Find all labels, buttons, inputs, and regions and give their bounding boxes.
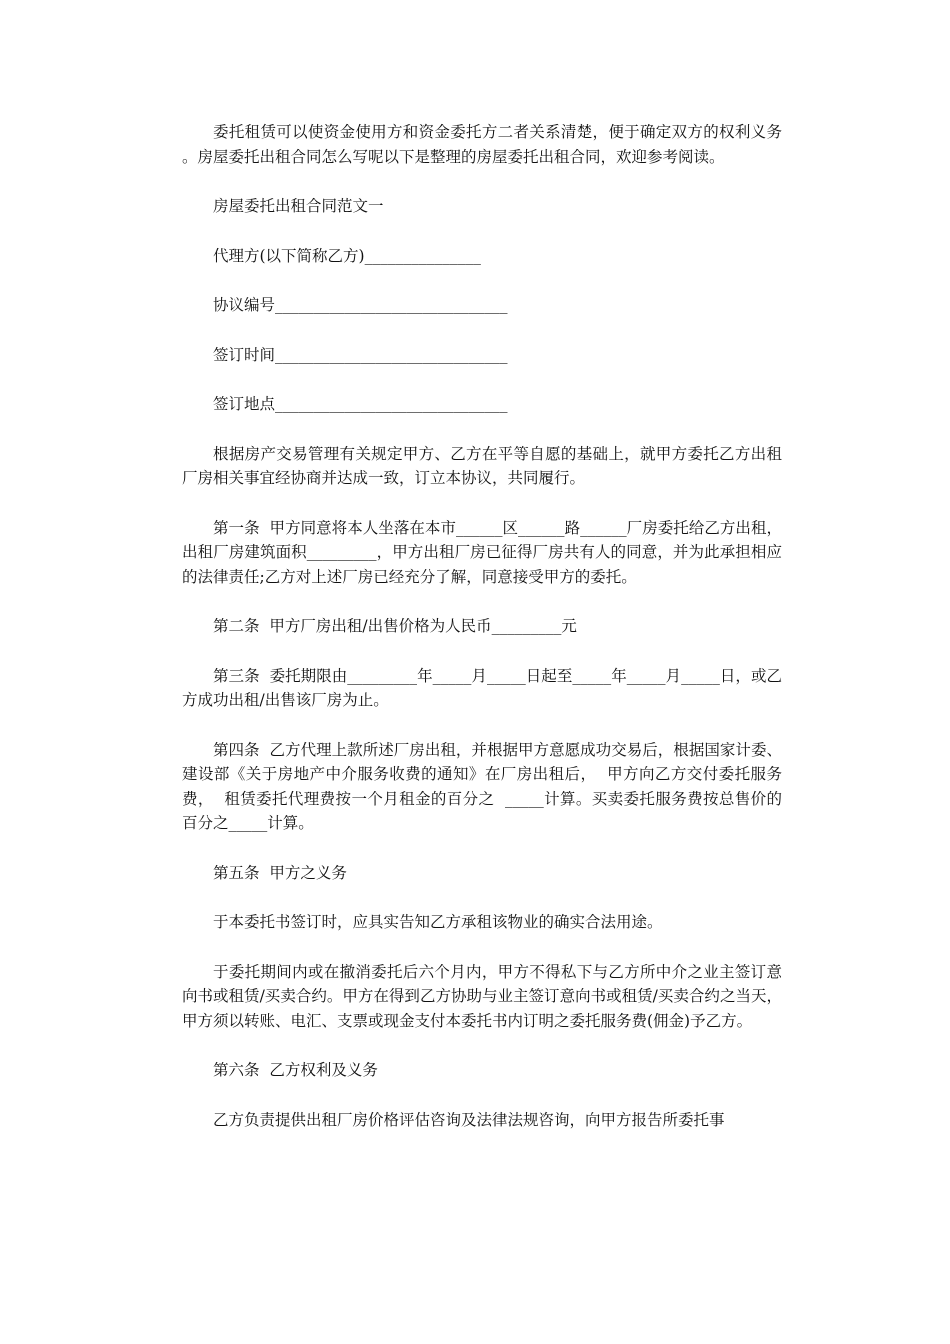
article-4: 第四条 乙方代理上款所述厂房出租，并根据甲方意愿成功交易后，根据国家计委、建设部《关于房地产中介服务收费的通知》在厂房出租后， 甲方向乙方交付委托服务费， 租赁委托代理费按一个月租金的百分之 _____计算。买卖委托服务费按总售价的百分之_____计算。 <box>182 740 782 832</box>
contract-title: 房屋委托出租合同范文一 <box>213 197 384 215</box>
article-5-clause-1: 于本委托书签订时，应具实告知乙方承租该物业的确实合法用途。 <box>213 913 663 931</box>
article-5-heading: 第五条 甲方之义务 <box>213 863 347 882</box>
intro-paragraph: 委托租赁可以使资金使用方和资金委托方二者关系清楚，便于确定双方的权利义务 。房屋委托出租合同怎么写呢以下是整理的房屋委托出租合同，欢迎参考阅读。 <box>182 123 787 166</box>
article-5-clause-2: 于委托期间内或在撤消委托后六个月内，甲方不得私下与乙方所中介之业主签订意向书或租赁/买卖合约。甲方在得到乙方协助与业主签订意向书或租赁/买卖合约之当天，甲方须以转账、电汇、支票或现金支付本委托书内订明之委托服务费(佣金)予乙方。 <box>182 962 782 1030</box>
agreement-number-line: 协议编号______________________________ <box>213 296 508 314</box>
preamble-paragraph: 根据房产交易管理有关规定甲方、乙方在平等自愿的基础上，就甲方委托乙方出租厂房相关事宜经协商并达成一致，订立本协议，共同履行。 <box>182 444 782 487</box>
article-1: 第一条 甲方同意将本人坐落在本市______区______路______厂房委托给乙方出租， 出租厂房建筑面积_________，甲方出租厂房已征得厂房共有人的同意，并为此承担相应的法律责任;乙方对上述厂房已经充分了解，同意接受甲方的委托。 <box>182 518 792 586</box>
document-page <box>182 120 792 1157</box>
signing-place-line: 签订地点______________________________ <box>213 395 508 413</box>
agent-party-line: 代理方(以下简称乙方)_______________ <box>213 246 481 265</box>
article-2: 第二条 甲方厂房出租/出售价格为人民币_________元 <box>213 617 577 635</box>
signing-time-line: 签订时间______________________________ <box>213 345 508 364</box>
article-6-heading: 第六条 乙方权利及义务 <box>213 1061 378 1079</box>
article-3: 第三条 委托期限由_________年_____月_____日起至_____年_____月_____日，或乙方成功出租/出售该厂房为止。 <box>182 666 782 709</box>
article-6-clause-1: 乙方负责提供出租厂房价格评估咨询及法律法规咨询，向甲方报告所委托事 <box>213 1110 725 1129</box>
